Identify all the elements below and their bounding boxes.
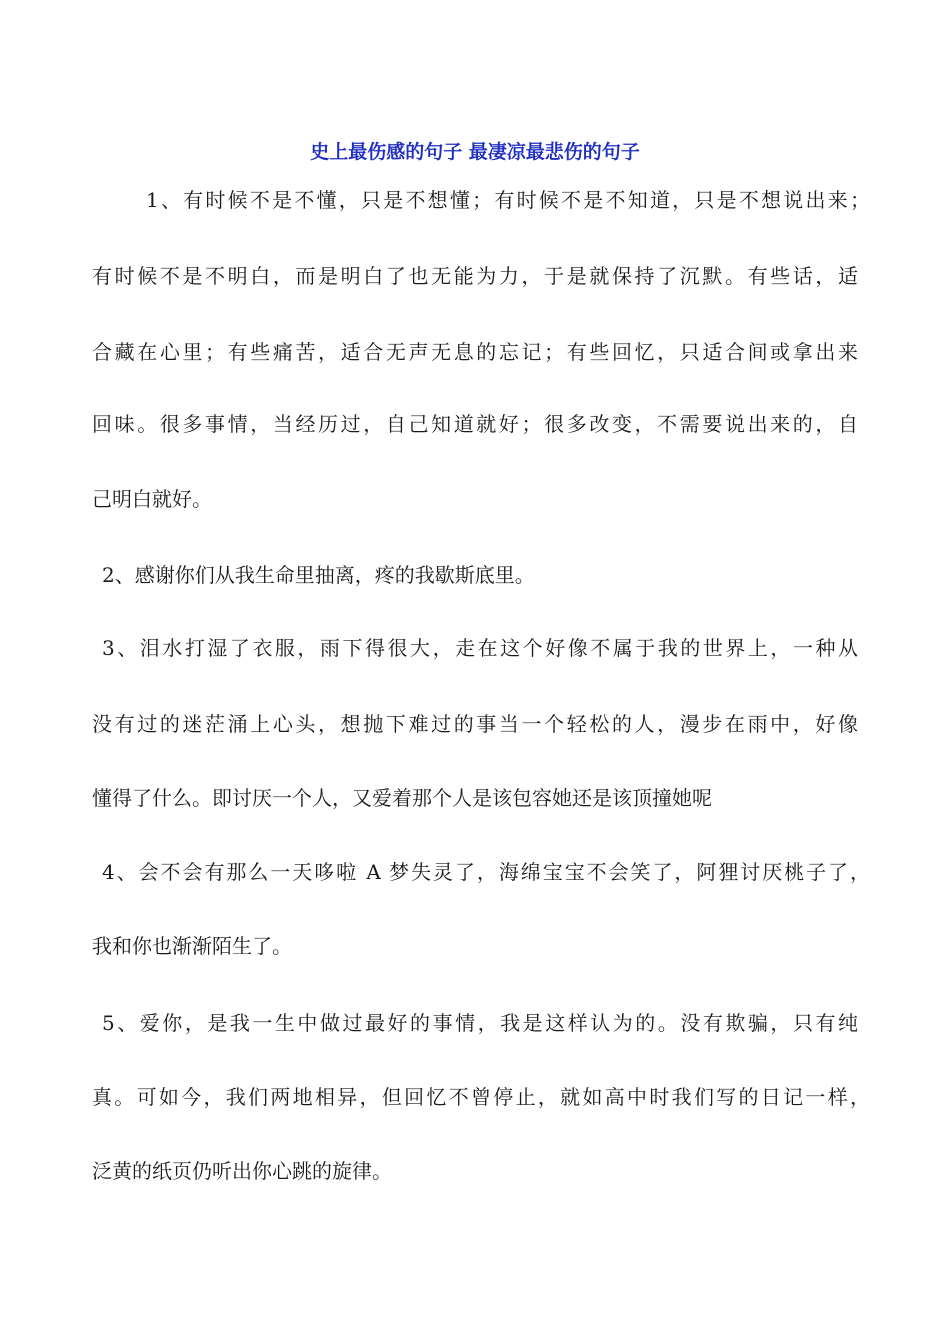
paragraph-3-line-3: 懂得了什么。即讨厌一个人，又爱着那个人是该包容她还是该顶撞她呢 [92,786,712,810]
paragraph-1-line-1: 1、有时候不是不懂，只是不想懂；有时候不是不知道，只是不想说出来； [146,188,870,212]
paragraph-3-line-1: 3、泪水打湿了衣服，雨下得很大，走在这个好像不属于我的世界上，一种从 [102,636,858,660]
paragraph-4-line-2: 我和你也渐渐陌生了。 [92,934,292,958]
paragraph-2-line-1: 2、感谢你们从我生命里抽离，疼的我歇斯底里。 [102,563,535,587]
paragraph-1-line-2: 有时候不是不明白，而是明白了也无能为力，于是就保持了沉默。有些话，适 [92,264,858,288]
paragraph-1-line-3: 合藏在心里；有些痛苦，适合无声无息的忘记；有些回忆，只适合间或拿出来 [92,340,858,364]
paragraph-5-line-2: 真。可如今，我们两地相异，但回忆不曾停止，就如高中时我们写的日记一样， [92,1085,870,1109]
page-title: 史上最伤感的句子 最凄凉最悲伤的句子 [310,141,640,163]
paragraph-1-line-5: 己明白就好。 [92,487,212,511]
paragraph-1-line-4: 回味。很多事情，当经历过，自己知道就好；很多改变，不需要说出来的，自 [92,412,858,436]
paragraph-3-line-2: 没有过的迷茫涌上心头，想抛下难过的事当一个轻松的人，漫步在雨中，好像 [92,712,858,736]
paragraph-5-line-3: 泛黄的纸页仍听出你心跳的旋律。 [92,1159,392,1183]
paragraph-5-line-1: 5、爱你，是我一生中做过最好的事情，我是这样认为的。没有欺骗，只有纯 [102,1011,858,1035]
paragraph-4-line-1: 4、会不会有那么一天哆啦 A 梦失灵了，海绵宝宝不会笑了，阿狸讨厌桃子了， [102,860,870,884]
